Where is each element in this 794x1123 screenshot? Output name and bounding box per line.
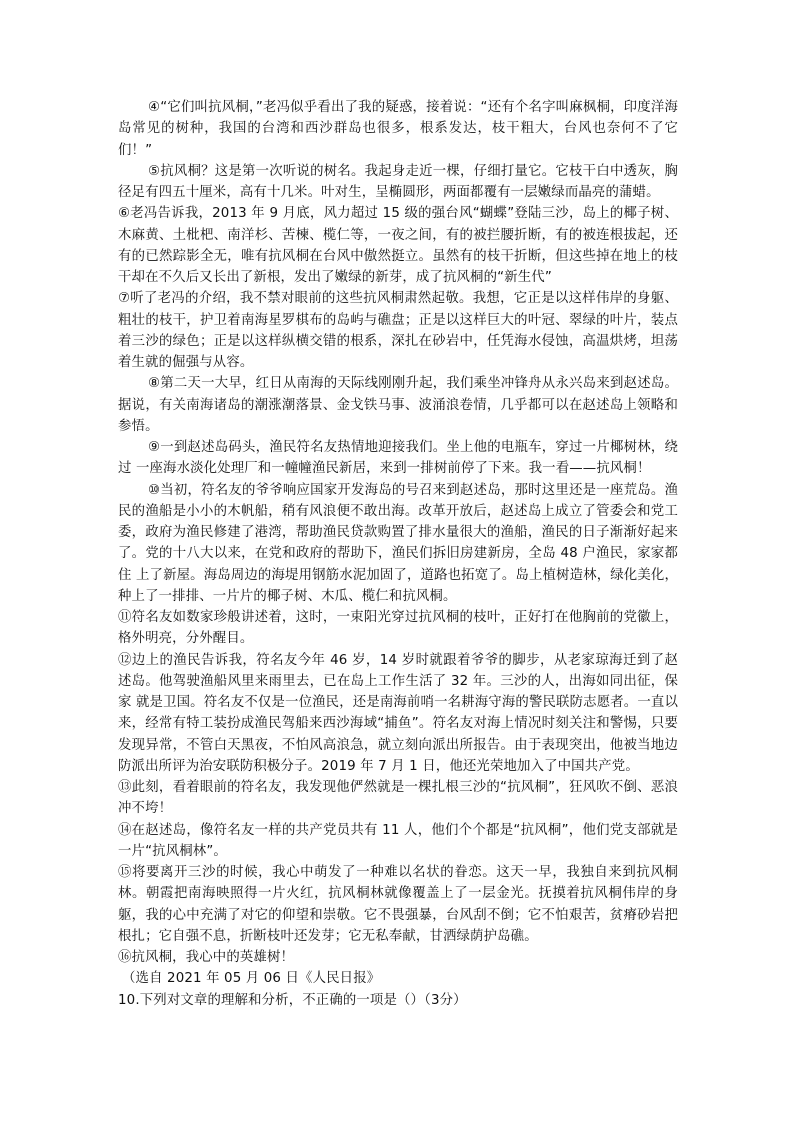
paragraph-11: ⑪符名友如数家珍般讲述着，这时，一束阳光穿过抗风桐的枝叶，正好打在他胸前的党徽上，格外明亮，分外醒目。 bbox=[118, 610, 678, 647]
paragraph-15: ⑮将要离开三沙的时候，我心中萌发了一种难以名状的眷恋。这天一早，我独自来到抗风桐林。朝霞把南海映照得一片火红，抗风桐林就像覆盖上了一层金光。抚摸着抗风桐伟岸的身躯，我的心中充满了对它的仰望和崇敬。它不畏强暴，台风刮不倒；它不怕艰苦，贫瘠砂岩把根扎；它自强不息，折断枝叶还发芽；它无私奉献，甘洒绿荫护岛礁。 bbox=[118, 865, 678, 944]
article-source: （选自 2021 年 05 月 06 日《人民日报》 bbox=[122, 971, 381, 987]
paragraph-12: ⑫边上的渔民告诉我，符名友今年 46 岁，14 岁时就跟着爷爷的脚步，从老家琼海迁到了赵述岛。他驾驶渔船风里来雨里去，已在岛上工作生活了 32 年。三沙的人，出海如同出征，保家 就是卫国。符名友不仅是一位渔民，还是南海前哨一名耕海守海的警民联防志愿者。一直以来，经常有特工装扮成渔民驾船来西沙海域“捕鱼”。符名友对海上情况时刻关注和警惕，只要发现异常，不管白天黑夜，不怕风高浪急，就立刻向派出所报告。由于表现突出，他被当地边防派出所评为治安联防积极分子。2019 年 7 月 1 日，他还光荣地加入了中国共产党。 bbox=[118, 652, 678, 774]
question-10: 10.下列对文章的理解和分析，不正确的一项是（）（3分） bbox=[118, 992, 467, 1008]
paragraph-10: ⑩当初，符名友的爷爷响应国家开发海岛的号召来到赵述岛，那时这里还是一座荒岛。渔民的渔船是小小的木帆船，稍有风浪便不敢出海。改革开放后，赵述岛上成立了管委会和党工委，政府为渔民修建了港湾，帮助渔民贷款购置了排水量很大的渔船，渔民的日子渐渐好起来了。党的十八大以来，在党和政府的帮助下，渔民们拆旧房建新房，全岛 48 户渔民，家家都住 上了新屋。海岛周边的海堤用钢筋水泥加固了，道路也拓宽了。岛上植树造林，绿化美化，种上了一排排、一片片的椰子树、木瓜、榄仁和抗风桐。 bbox=[118, 482, 678, 604]
paragraph-7: ⑦听了老冯的介绍，我不禁对眼前的这些抗风桐肃然起敬。我想，它正是以这样伟岸的身躯、粗壮的枝干，护卫着南海星罗棋布的岛屿与礁盘；正是以这样巨大的叶冠、翠绿的叶片，装点着三沙的绿色；正是以这样纵横交错的根系，深扎在砂岩中，任凭海水侵蚀，高温烘烤，坦荡着生就的倔强与从容。 bbox=[118, 291, 678, 370]
paragraph-4: ④“它们叫抗风桐，”老冯似乎看出了我的疑惑，接着说：“还有个名字叫麻枫桐，印度洋海岛常见的树种，我国的台湾和西沙群岛也很多，根系发达，枝干粗大，台风也奈何不了它们！” bbox=[118, 100, 678, 158]
paragraph-14: ⑭在赵述岛，像符名友一样的共产党员共有 11 人，他们个个都是“抗风桐”，他们党支部就是一片“抗风桐林”。 bbox=[118, 822, 678, 859]
paragraph-6: ⑥老冯告诉我，2013 年 9 月底，风力超过 15 级的强台风“蝴蝶”登陆三沙，岛上的椰子树、木麻黄、土枇杷、南洋杉、苦楝、榄仁等，一夜之间，有的被拦腰折断，有的被连根拔起，还有的已然踪影全无，唯有抗风桐在台风中傲然挺立。虽然有的枝干折断，但这些掉在地上的枝干却在不久后又长出了新根，发出了嫩绿的新芽，成了抗风桐的“新生代” bbox=[118, 206, 678, 285]
paragraph-9: ⑨一到赵述岛码头，渔民符名友热情地迎接我们。坐上他的电瓶车，穿过一片椰树林，绕过 一座海水淡化处理厂和一幢幢渔民新居，来到一排树前停了下来。我一看——抗风桐！ bbox=[118, 440, 678, 477]
paragraph-8: ⑧第二天一大早，红日从南海的天际线刚刚升起，我们乘坐冲锋舟从永兴岛来到赵述岛。据说，有关南海诸岛的潮涨潮落景、金戈铁马事、波涌浪卷情，几乎都可以在赵述岛上领略和参悟。 bbox=[118, 376, 678, 434]
paragraph-5: ⑤抗风桐？这是第一次听说的树名。我起身走近一棵，仔细打量它。它枝干白中透灰，胸径足有四五十厘米，高有十几米。叶对生，呈椭圆形，两面都覆有一层嫩绿而晶亮的蒲蜡。 bbox=[118, 163, 678, 200]
paragraph-13: ⑬此刻，看着眼前的符名友，我发现他俨然就是一棵扎根三沙的“抗风桐”，狂风吹不倒、恶浪冲不垮！ bbox=[118, 780, 678, 817]
article-body bbox=[118, 97, 678, 1011]
paragraph-16: ⑯抗风桐，我心中的英雄树！ bbox=[118, 950, 295, 965]
